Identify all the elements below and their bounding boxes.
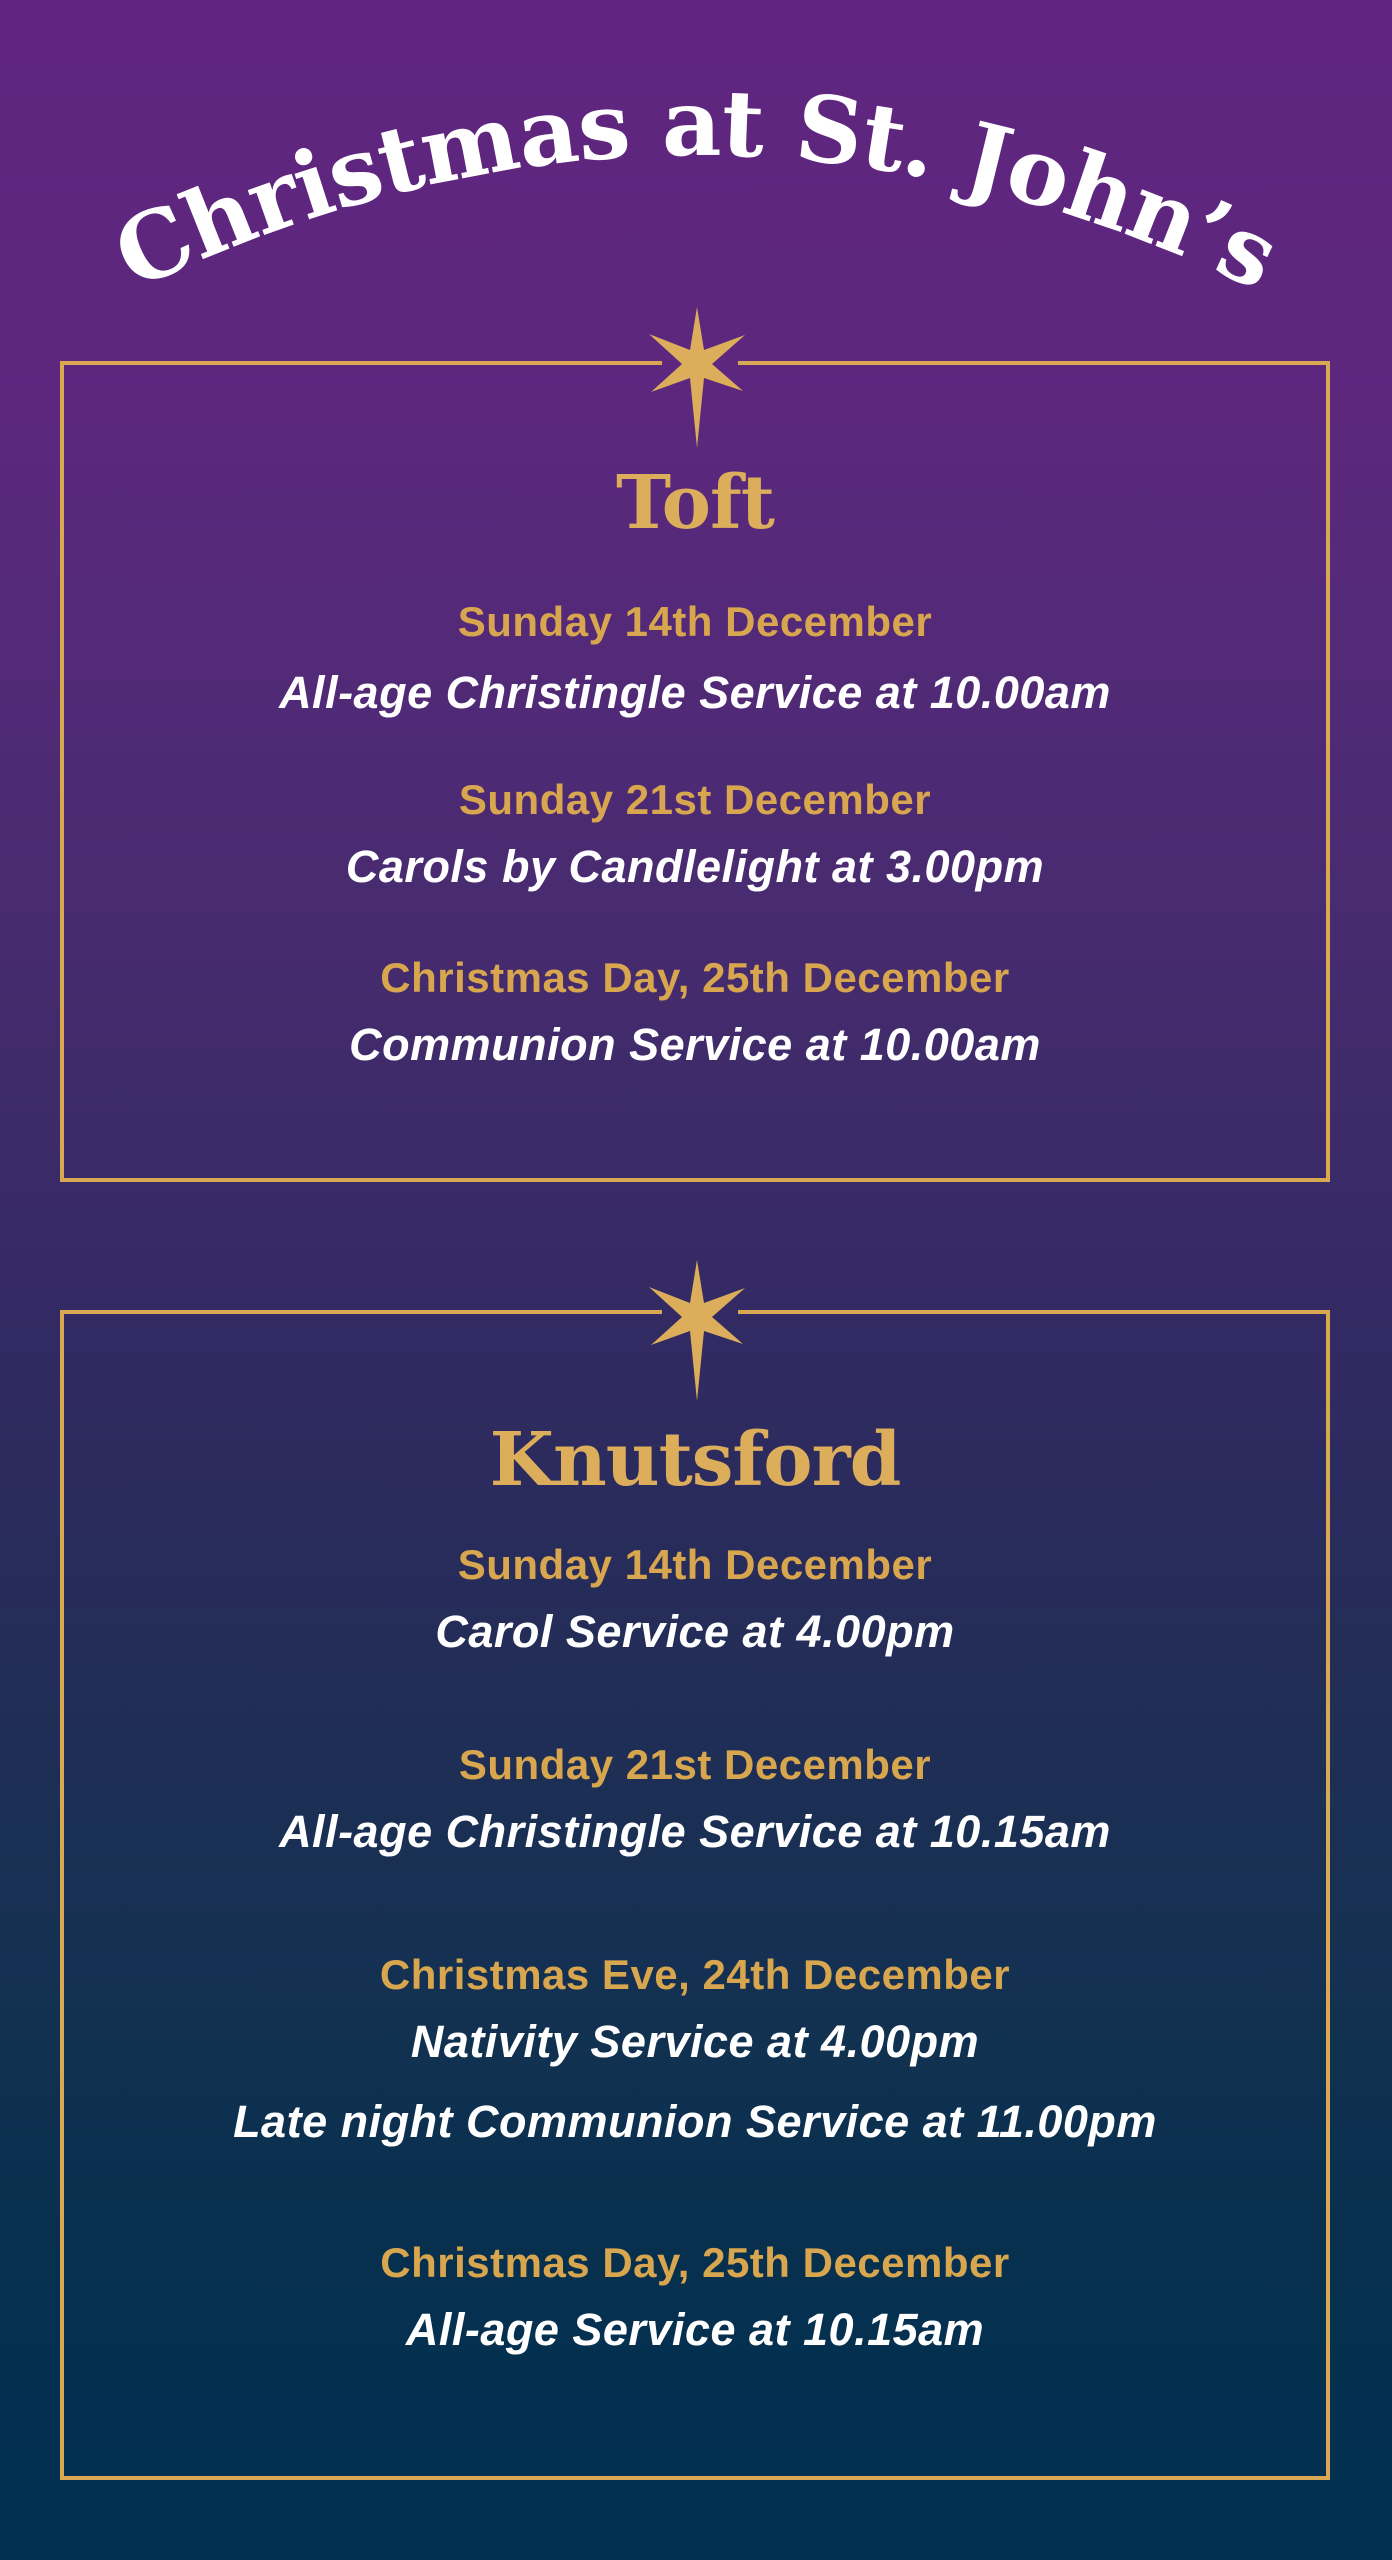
section-box-toft [60, 361, 1330, 1182]
event-service: All-age Christingle Service at 10.00am [279, 667, 1111, 718]
box-border-segment [738, 1310, 1330, 1314]
box-border-segment [738, 361, 1330, 365]
section-box-knutsford [60, 1310, 1330, 2480]
section-heading-knutsford: Knutsford [489, 1417, 901, 1503]
bethlehem-star-icon [647, 304, 747, 450]
event-date: Christmas Day, 25th December [380, 954, 1010, 1001]
event-date: Sunday 14th December [457, 1541, 933, 1588]
event-date: Christmas Day, 25th December [380, 2239, 1010, 2286]
event-date: Sunday 21st December [458, 1741, 932, 1788]
section-heading-toft: Toft [616, 460, 774, 546]
event-service: Carols by Candlelight at 3.00pm [345, 841, 1045, 892]
box-border-segment [60, 361, 662, 365]
bethlehem-star-icon [647, 1257, 747, 1403]
event-date: Sunday 14th December [457, 598, 933, 645]
event-date: Christmas Eve, 24th December [379, 1951, 1011, 1998]
event-date: Sunday 21st December [458, 776, 932, 823]
event-service: All-age Christingle Service at 10.15am [279, 1806, 1111, 1857]
event-service: Nativity Service at 4.00pm [410, 2016, 980, 2067]
event-service: Carol Service at 4.00pm [435, 1606, 955, 1657]
event-service: Late night Communion Service at 11.00pm [233, 2096, 1157, 2147]
box-border-segment [60, 1310, 662, 1314]
page-title: Christmas at St. John’s [98, 68, 1294, 311]
event-service: All-age Service at 10.15am [405, 2304, 985, 2355]
event-service: Communion Service at 10.00am [349, 1019, 1041, 1070]
